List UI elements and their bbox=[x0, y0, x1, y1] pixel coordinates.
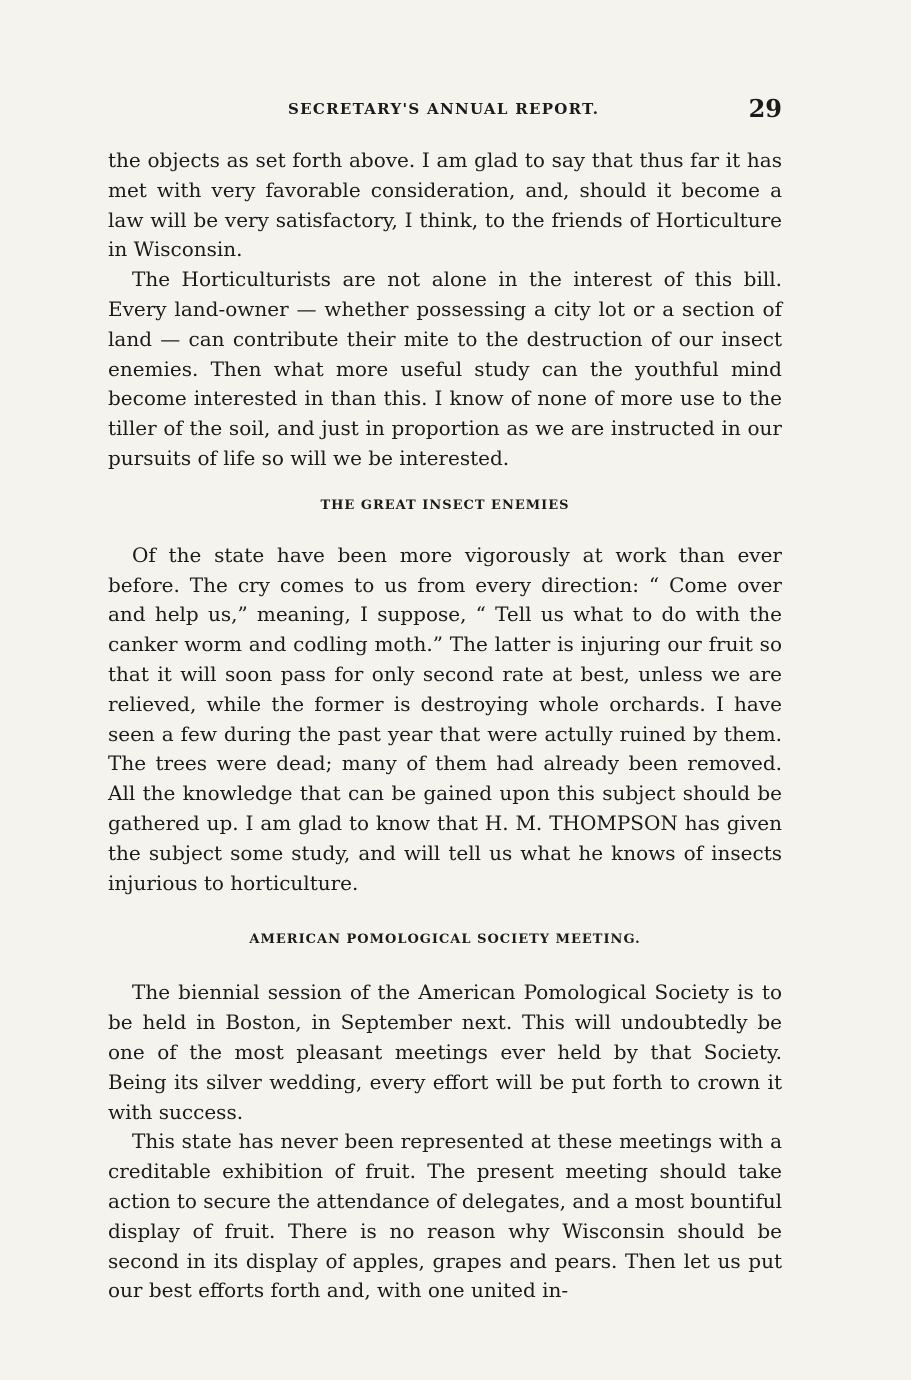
page-number: 29 bbox=[748, 94, 782, 123]
section-heading-pomological-society: AMERICAN POMOLOGICAL SOCIETY MEETING. bbox=[249, 932, 641, 948]
running-head: SECRETARY'S ANNUAL REPORT. bbox=[288, 100, 600, 118]
page-header bbox=[108, 94, 782, 130]
paragraph-1: the objects as set forth above. I am glad to say that thus far it has met with very favorable consideration, and, should it become a law will be very satisfactory, I think, to the friends of Horticulture in Wisconsin. bbox=[108, 148, 782, 262]
body-text bbox=[108, 146, 782, 1306]
paragraph-3: Of the state have been more vigorously at work than ever before. The cry comes to us from every direction: “ Come over and help us,” meaning, I suppose, “ Tell us what to do with the canker worm and codling moth.” The latter is injuring our fruit so that it will soon pass for only second rate at best, unless we are relieved, while the former is destroying whole orchards. I have seen a few during the past year that were actully ruined by them. The trees were dead; many of them had already been removed. All the knowledge that can be gained upon this subject should be gathered up. I am glad to know that H. M. THOMPSON has given the subject some study, and will tell us what he knows of insects injurious to horticulture. bbox=[108, 542, 782, 895]
paragraph-2: The Horticulturists are not alone in the interest of this bill. Every land-owner — whether possessing a city lot or a section of land — can contribute their mite to the destruction of our insect enemies. Then what more useful study can the youthful mind become interested in than this. I know of none of more use to the tiller of the soil, and just in proportion as we are instructed in our pursuits of life so will we be interested. bbox=[108, 267, 782, 470]
section-heading-insect-enemies: THE GREAT INSECT ENEMIES bbox=[320, 497, 570, 513]
paragraph-5: This state has never been represented at these meetings with a creditable exhibition of fruit. The present meeting should take action to secure the attendance of delegates, and a most bountiful display of fruit. There is no reason why Wisconsin should be second in its display of apples, grapes and pears. Then let us put our best efforts forth and, with one united in- bbox=[108, 1129, 782, 1303]
paragraph-4: The biennial session of the American Pomological Society is to be held in Boston, in September next. This will undoubtedly be one of the most pleasant meetings ever held by that Society. Being its silver wedding, every effort will be put forth to crown it with success. bbox=[108, 980, 782, 1124]
